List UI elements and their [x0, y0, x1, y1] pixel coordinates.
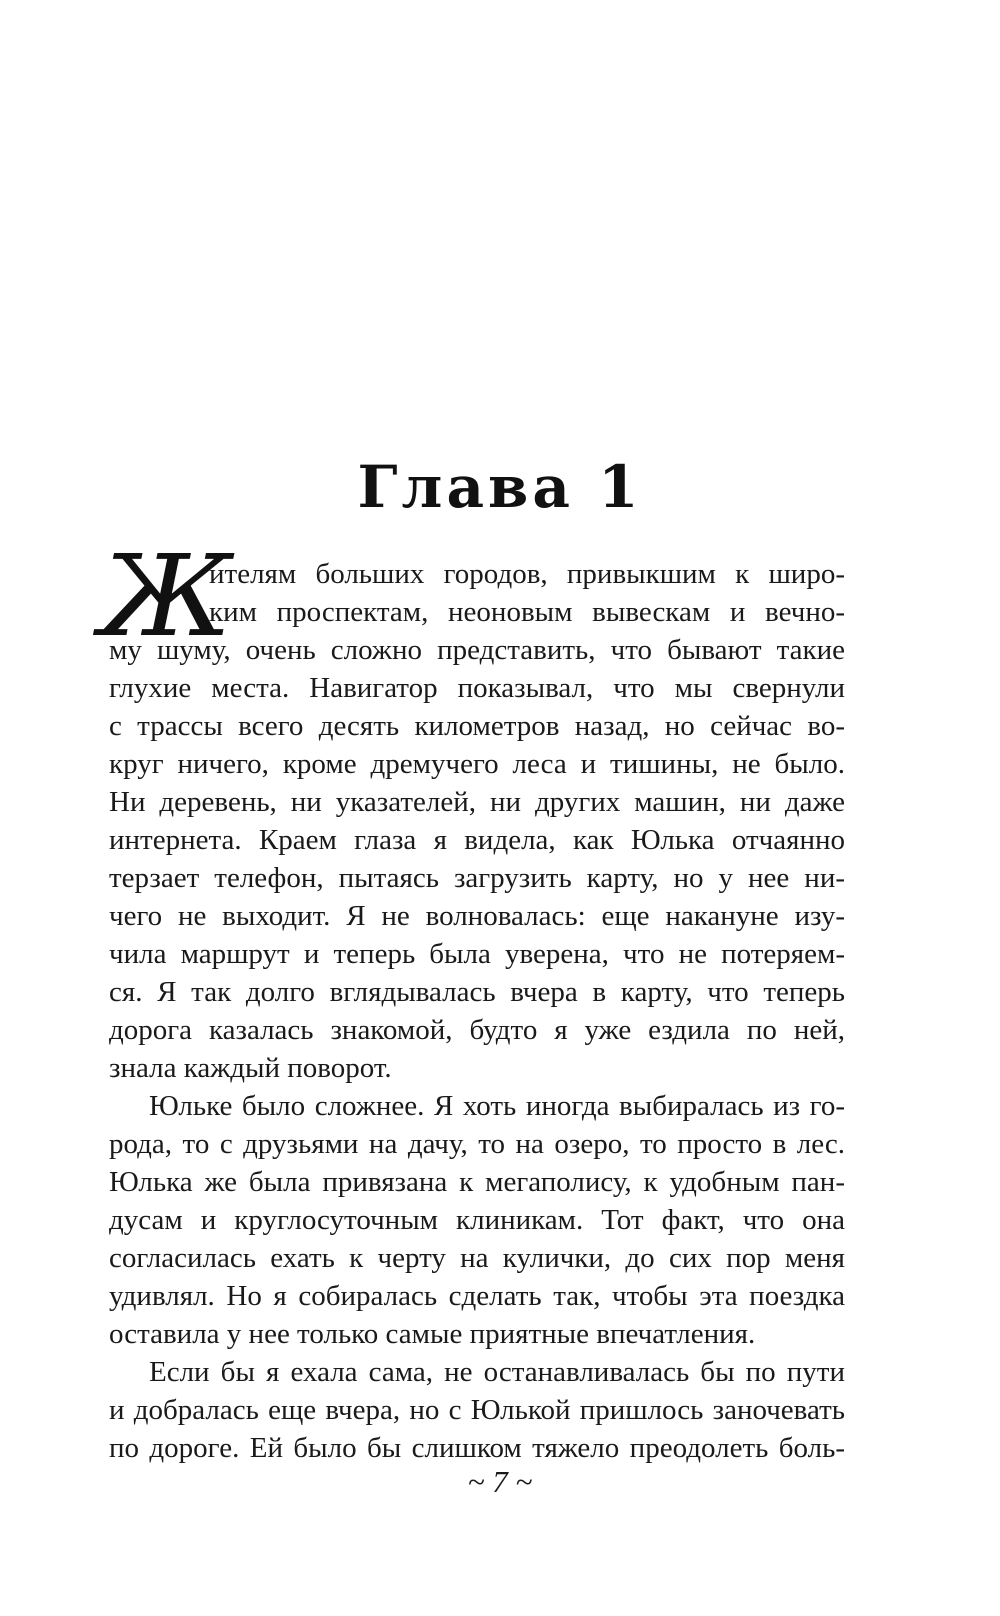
text-line: дорога казалась знакомой, будто я уже ездила по ней, [109, 1014, 845, 1046]
text-line: ким проспектам, неоновым вывескам и вечно- [209, 596, 845, 628]
paragraph-3 [109, 1353, 845, 1467]
body-text [99, 532, 845, 1467]
text-line: рода, то с друзьями на дачу, то на озеро, то просто в лес. [109, 1128, 845, 1160]
text-line: круг ничего, кроме дремучего леса и тишины, не было. [109, 748, 845, 780]
text-line: согласилась ехать к черту на кулички, до сих пор меня [109, 1242, 845, 1274]
text-line: по дороге. Ей было бы слишком тяжело преодолеть боль- [109, 1432, 845, 1464]
text-line: знала каждый поворот. [109, 1052, 392, 1084]
text-line: ителям больших городов, привыкшим к широ- [209, 558, 845, 590]
text-line: глухие места. Навигатор показывал, что мы свернули [109, 672, 845, 704]
chapter-title: Глава 1 [357, 453, 643, 521]
text-line: дусам и круглосуточным клиникам. Тот факт, что она [109, 1204, 845, 1236]
text-line: и добралась еще вчера, но с Юлькой пришлось заночевать [109, 1394, 845, 1426]
paragraph-2 [109, 1087, 845, 1353]
text-line: ся. Я так долго вглядывалась вчера в карту, что теперь [109, 976, 845, 1008]
text-line: оставила у нее только самые приятные впечатления. [109, 1318, 756, 1350]
text-line: му шуму, очень сложно представить, что бывают такие [109, 634, 845, 666]
text-line: с трассы всего десять километров назад, но сейчас во- [109, 710, 845, 742]
text-line: чего не выходит. Я не волновалась: еще накануне изу- [109, 900, 845, 932]
text-line: удивлял. Но я собиралась сделать так, чтобы эта поездка [109, 1280, 845, 1312]
text-line: Ни деревень, ни указателей, ни других машин, ни даже [109, 786, 845, 818]
text-line: Юльке было сложнее. Я хоть иногда выбиралась из го- [149, 1090, 845, 1122]
paragraph-1 [99, 532, 845, 1087]
text-line: интернета. Краем глаза я видела, как Юлька отчаянно [109, 824, 845, 856]
page-number: ~ 7 ~ [467, 1464, 533, 1499]
text-line: Если бы я ехала сама, не останавливалась бы по пути [149, 1356, 845, 1388]
text-line: терзает телефон, пытаясь загрузить карту, но у нее ни- [109, 862, 845, 894]
drop-cap: Ж [99, 532, 232, 662]
text-line: чила маршрут и теперь была уверена, что не потеряем- [109, 938, 845, 970]
text-line: Юлька же была привязана к мегаполису, к удобным пан- [109, 1166, 845, 1198]
